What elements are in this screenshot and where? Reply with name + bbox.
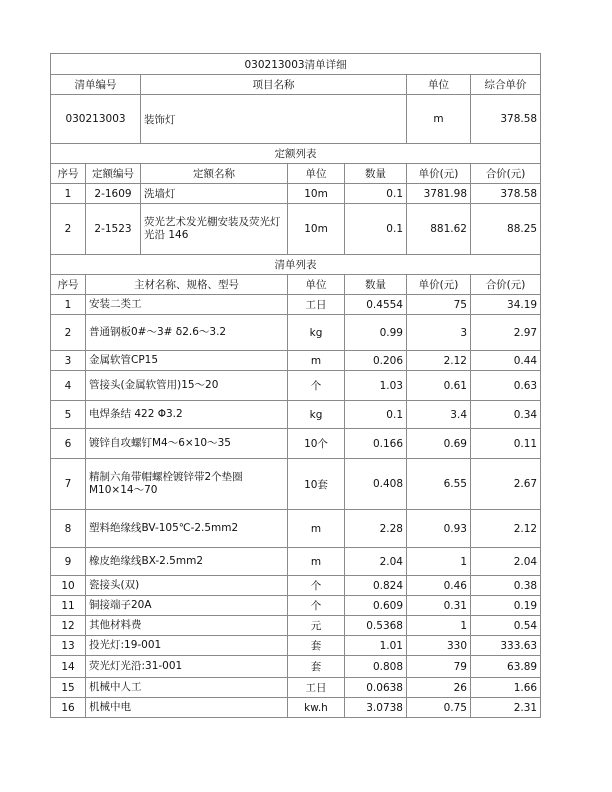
material-row	[51, 295, 541, 315]
material-price: 79	[407, 656, 471, 678]
material-total: 0.11	[471, 429, 541, 459]
material-unit: 个	[288, 371, 345, 401]
quota-price: 3781.98	[407, 184, 471, 204]
material-row	[51, 401, 541, 429]
material-unit: 个	[288, 596, 345, 616]
material-name: 机械中人工	[86, 678, 288, 698]
quota-col-name: 定额名称	[141, 164, 288, 184]
material-qty: 2.28	[345, 510, 407, 548]
item-name: 装饰灯	[141, 95, 407, 144]
material-row	[51, 636, 541, 656]
material-row	[51, 351, 541, 371]
material-row	[51, 596, 541, 616]
material-qty: 0.166	[345, 429, 407, 459]
material-name: 塑料绝缘线BV-105℃-2.5mm2	[86, 510, 288, 548]
material-total: 0.44	[471, 351, 541, 371]
material-price: 330	[407, 636, 471, 656]
quota-header-row	[51, 164, 541, 184]
material-qty: 0.206	[345, 351, 407, 371]
quota-price: 881.62	[407, 204, 471, 255]
material-unit: m	[288, 351, 345, 371]
material-total: 2.04	[471, 548, 541, 576]
quota-col-price: 单价(元)	[407, 164, 471, 184]
material-unit: m	[288, 510, 345, 548]
material-no: 15	[51, 678, 86, 698]
material-row	[51, 678, 541, 698]
material-total: 2.12	[471, 510, 541, 548]
materials-body	[51, 295, 541, 718]
material-total: 2.31	[471, 698, 541, 718]
material-no: 12	[51, 616, 86, 636]
material-name: 铜接端子20A	[86, 596, 288, 616]
material-total: 2.97	[471, 315, 541, 351]
material-total: 0.38	[471, 576, 541, 596]
quota-qty: 0.1	[345, 204, 407, 255]
material-unit: 工日	[288, 295, 345, 315]
material-price: 0.31	[407, 596, 471, 616]
material-qty: 0.4554	[345, 295, 407, 315]
material-price: 3.4	[407, 401, 471, 429]
materials-col-name: 主材名称、规格、型号	[86, 275, 288, 295]
material-price: 6.55	[407, 459, 471, 510]
item-code: 030213003	[51, 95, 141, 144]
material-no: 5	[51, 401, 86, 429]
material-no: 6	[51, 429, 86, 459]
material-price: 0.69	[407, 429, 471, 459]
material-qty: 3.0738	[345, 698, 407, 718]
material-row	[51, 429, 541, 459]
material-price: 0.46	[407, 576, 471, 596]
material-qty: 0.1	[345, 401, 407, 429]
quota-unit: 10m	[288, 184, 345, 204]
material-unit: m	[288, 548, 345, 576]
quota-row	[51, 204, 541, 255]
materials-col-price: 单价(元)	[407, 275, 471, 295]
material-unit: kg	[288, 315, 345, 351]
material-name: 瓷接头(双)	[86, 576, 288, 596]
material-no: 10	[51, 576, 86, 596]
material-qty: 0.0638	[345, 678, 407, 698]
materials-col-total: 合价(元)	[471, 275, 541, 295]
material-unit: 套	[288, 656, 345, 678]
quota-total: 378.58	[471, 184, 541, 204]
quota-row	[51, 184, 541, 204]
material-price: 26	[407, 678, 471, 698]
materials-col-unit: 单位	[288, 275, 345, 295]
material-row	[51, 459, 541, 510]
material-total: 0.63	[471, 371, 541, 401]
material-total: 333.63	[471, 636, 541, 656]
material-price: 75	[407, 295, 471, 315]
materials-col-no: 序号	[51, 275, 86, 295]
material-unit: kg	[288, 401, 345, 429]
quota-name: 荧光艺术发光棚安装及荧光灯光沿 146	[141, 204, 288, 255]
material-name: 普通钢板0#～3# δ2.6～3.2	[86, 315, 288, 351]
material-name: 金属软管CP15	[86, 351, 288, 371]
material-unit: kw.h	[288, 698, 345, 718]
material-price: 2.12	[407, 351, 471, 371]
material-row	[51, 315, 541, 351]
material-qty: 1.01	[345, 636, 407, 656]
item-price: 378.58	[471, 95, 541, 144]
quota-col-no: 序号	[51, 164, 86, 184]
material-price: 1	[407, 616, 471, 636]
material-unit: 元	[288, 616, 345, 636]
material-qty: 0.609	[345, 596, 407, 616]
material-total: 2.67	[471, 459, 541, 510]
material-total: 0.19	[471, 596, 541, 616]
quota-col-qty: 数量	[345, 164, 407, 184]
material-qty: 1.03	[345, 371, 407, 401]
material-qty: 2.04	[345, 548, 407, 576]
quota-code: 2-1609	[86, 184, 141, 204]
material-qty: 0.408	[345, 459, 407, 510]
material-no: 1	[51, 295, 86, 315]
quota-code: 2-1523	[86, 204, 141, 255]
material-name: 镀锌自攻螺钉M4～6×10～35	[86, 429, 288, 459]
material-row	[51, 656, 541, 678]
material-no: 14	[51, 656, 86, 678]
material-name: 管接头(金属软管用)15～20	[86, 371, 288, 401]
material-name: 电焊条结 422 Φ3.2	[86, 401, 288, 429]
material-no: 11	[51, 596, 86, 616]
quota-qty: 0.1	[345, 184, 407, 204]
material-name: 投光灯:19-001	[86, 636, 288, 656]
material-name: 荧光灯光沿:31-001	[86, 656, 288, 678]
material-row	[51, 510, 541, 548]
material-price: 0.93	[407, 510, 471, 548]
material-name: 机械中电	[86, 698, 288, 718]
material-qty: 0.99	[345, 315, 407, 351]
material-total: 63.89	[471, 656, 541, 678]
material-unit: 个	[288, 576, 345, 596]
material-qty: 0.824	[345, 576, 407, 596]
material-unit: 10个	[288, 429, 345, 459]
quota-name: 洗墙灯	[141, 184, 288, 204]
material-no: 4	[51, 371, 86, 401]
quota-unit: 10m	[288, 204, 345, 255]
col-header-price: 综合单价	[471, 75, 541, 95]
materials-col-qty: 数量	[345, 275, 407, 295]
col-header-code: 清单编号	[51, 75, 141, 95]
material-no: 13	[51, 636, 86, 656]
material-no: 9	[51, 548, 86, 576]
materials-header-row	[51, 275, 541, 295]
material-name: 精制六角带帽螺栓镀锌带2个垫圈M10×14～70	[86, 459, 288, 510]
material-qty: 0.808	[345, 656, 407, 678]
quota-col-code: 定额编号	[86, 164, 141, 184]
quota-col-unit: 单位	[288, 164, 345, 184]
material-unit: 套	[288, 636, 345, 656]
material-price: 0.61	[407, 371, 471, 401]
material-row	[51, 548, 541, 576]
material-total: 1.66	[471, 678, 541, 698]
quota-col-total: 合价(元)	[471, 164, 541, 184]
material-unit: 10套	[288, 459, 345, 510]
material-total: 34.19	[471, 295, 541, 315]
material-no: 8	[51, 510, 86, 548]
quota-total: 88.25	[471, 204, 541, 255]
material-name: 橡皮绝缘线BX-2.5mm2	[86, 548, 288, 576]
material-total: 0.34	[471, 401, 541, 429]
material-price: 1	[407, 548, 471, 576]
col-header-name: 项目名称	[141, 75, 407, 95]
quota-no: 2	[51, 204, 86, 255]
materials-section-title: 清单列表	[51, 255, 541, 275]
item-unit: m	[407, 95, 471, 144]
material-no: 7	[51, 459, 86, 510]
material-qty: 0.5368	[345, 616, 407, 636]
table-title: 030213003清单详细	[51, 54, 541, 75]
material-price: 0.75	[407, 698, 471, 718]
quota-no: 1	[51, 184, 86, 204]
material-name: 安装二类工	[86, 295, 288, 315]
material-unit: 工日	[288, 678, 345, 698]
material-no: 16	[51, 698, 86, 718]
col-header-unit: 单位	[407, 75, 471, 95]
material-name: 其他材料费	[86, 616, 288, 636]
material-no: 3	[51, 351, 86, 371]
material-no: 2	[51, 315, 86, 351]
material-row	[51, 698, 541, 718]
material-row	[51, 616, 541, 636]
material-row	[51, 576, 541, 596]
quota-section-title: 定额列表	[51, 144, 541, 164]
material-total: 0.54	[471, 616, 541, 636]
material-row	[51, 371, 541, 401]
material-price: 3	[407, 315, 471, 351]
detail-table	[50, 53, 541, 718]
